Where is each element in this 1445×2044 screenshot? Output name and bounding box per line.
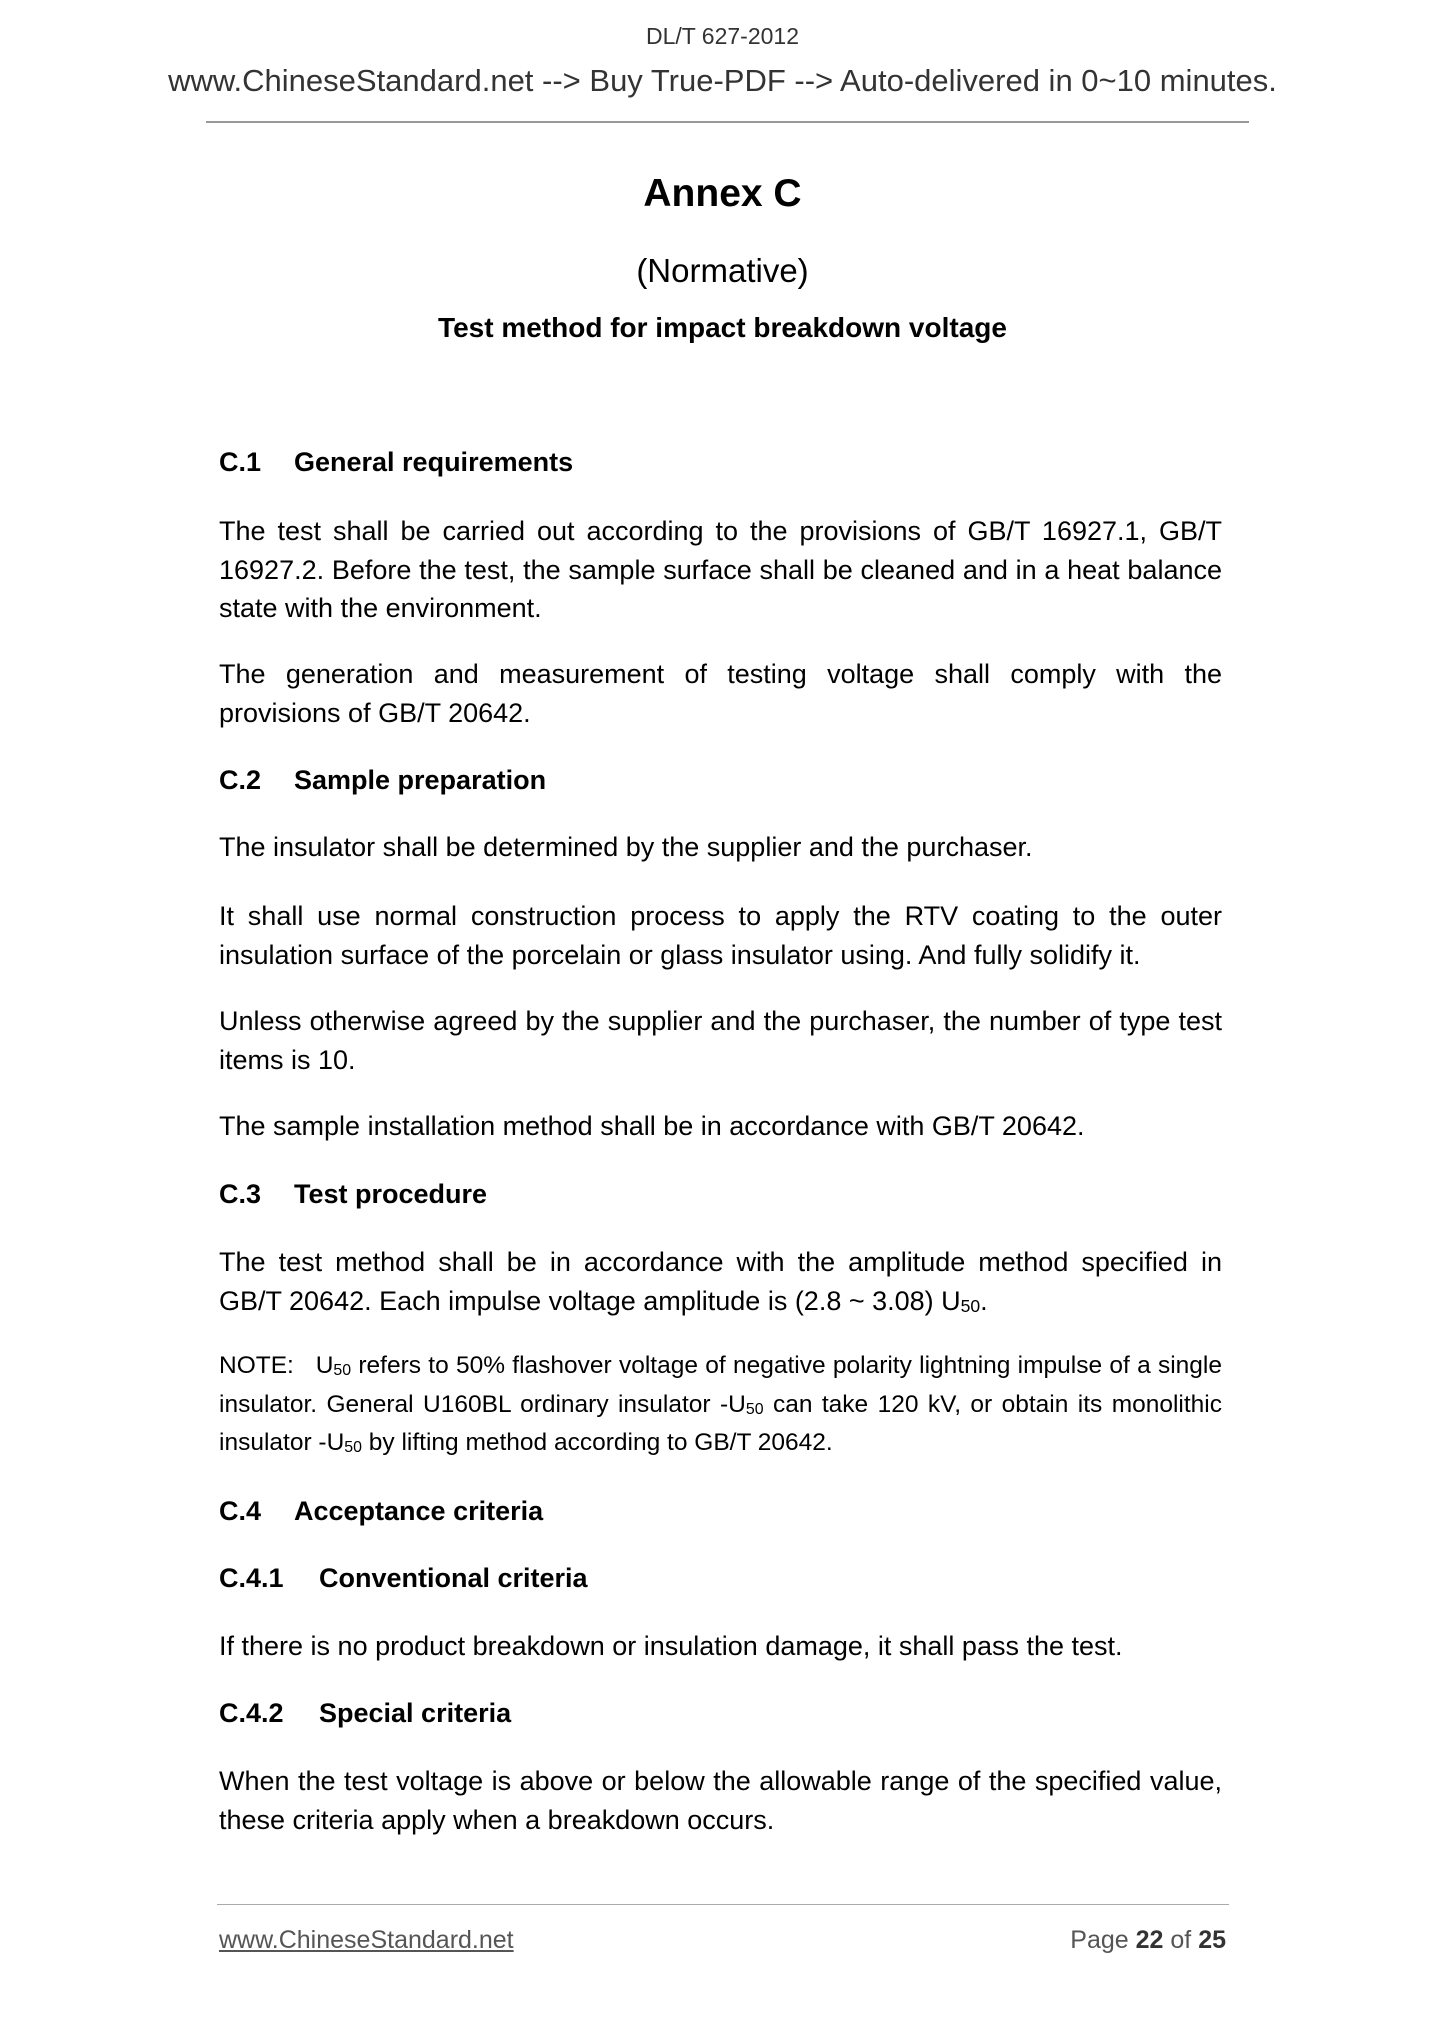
header-divider <box>206 121 1249 123</box>
header-banner: www.ChineseStandard.net --> Buy True-PDF --> Auto-delivered in 0~10 minutes. <box>168 63 1277 98</box>
document-number: DL/T 627-2012 <box>645 23 799 49</box>
paragraph: Unless otherwise agreed by the supplier and the purchaser, the number of type test items is 10. <box>219 1006 1222 1075</box>
annex-title: Annex C <box>643 172 802 215</box>
section-heading-c42: C.4.2 Special criteria <box>219 1698 512 1728</box>
paragraph: The test method shall be in accordance with the amplitude method specified in GB/T 20642. Each impulse voltage amplitude is (2.8 ~ 3.08) $U_{50}$. <box>219 1247 1222 1316</box>
footer-link[interactable]: www.ChineseStandard.net <box>219 1926 514 1954</box>
paragraph: The test shall be carried out according to the provisions of GB/T 16927.1, GB/T 16927.2. Before the test, the sample surface shall be cleaned and in a heat balance state with the environment. <box>219 516 1222 623</box>
section-heading-c2: C.2 Sample preparation <box>219 765 547 795</box>
annex-subtitle: Test method for impact breakdown voltage <box>438 312 1007 343</box>
section-heading-c3: C.3 Test procedure <box>219 1179 488 1209</box>
paragraph: It shall use normal construction process to apply the RTV coating to the outer insulation surface of the porcelain or glass insulator using. And fully solidify it. <box>219 901 1222 970</box>
paragraph: When the test voltage is above or below the allowable range of the specified value, these criteria apply when a breakdown occurs. <box>219 1766 1222 1835</box>
section-heading-c1: C.1 General requirements <box>219 447 574 477</box>
section-heading-c41: C.4.1 Conventional criteria <box>219 1563 588 1593</box>
annex-type: (Normative) <box>636 252 809 289</box>
footer-divider <box>217 1904 1229 1905</box>
paragraph: The sample installation method shall be in accordance with GB/T 20642. <box>219 1111 1085 1141</box>
paragraph: The insulator shall be determined by the supplier and the purchaser. <box>219 832 1033 862</box>
paragraph: The generation and measurement of testing voltage shall comply with the provisions of GB/T 20642. <box>219 659 1222 728</box>
paragraph: If there is no product breakdown or insulation damage, it shall pass the test. <box>219 1631 1123 1661</box>
page-indicator: Page 22 of 25 <box>1070 1926 1226 1954</box>
section-heading-c4: C.4 Acceptance criteria <box>219 1496 544 1526</box>
note: NOTE: $U_{50}$ refers to 50% flashover voltage of negative polarity lightning impulse of a single insulator. General U160BL ordinary insulator $-U_{50}$ can take 120 kV, or obtain its monolithic insulator $-U_{50}$ by lifting method according to GB/T 20642. <box>219 1352 1222 1456</box>
